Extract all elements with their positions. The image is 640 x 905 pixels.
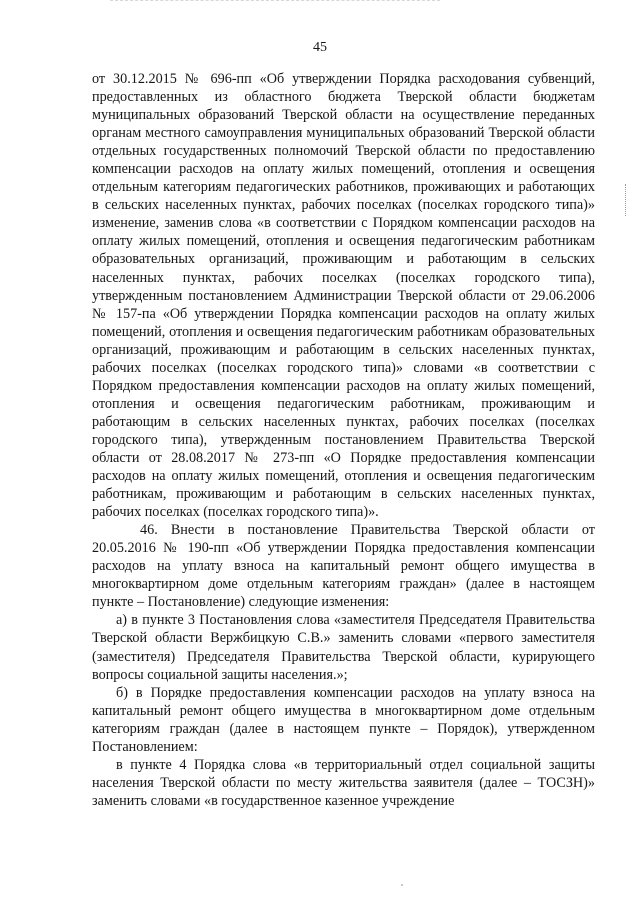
paragraph-subitem-a: а) в пункте 3 Постановления слова «заместителя Председателя Правительства Тверской области Вержбицкую С.В.» заменить словами «первого заместителя (заместителя) Председателя Правительства Тверской области, курирующего вопросы социальной защиты населения.»; bbox=[92, 612, 595, 683]
scan-artifact-speck bbox=[401, 884, 403, 886]
document-body bbox=[92, 70, 595, 810]
paragraph-continuation: от 30.12.2015 № 696-пп «Об утверждении Порядка расходования субвенций, предоставленных из областного бюджета Тверской области бюджетам муниципальных образований Тверской области на осуществление переданных органам местного самоуправления муниципальных образований Тверской области отдельных государственных полномочий Тверской области по предоставлению компенсации расходов на оплату жилых помещений, отопления и освещения отдельным категориям педагогических работников, проживающих и работающих в сельских населенных пунктах, рабочих поселках (поселках городского типа)» изменение, заменив слова «в соответствии с Порядком компенсации расходов на оплату жилых помещений, отопления и освещения педагогическим работникам образовательных организаций, проживающим и работающим в сельских населенных пунктах, рабочих поселках (поселках городского типа), утвержденным постановлением Администрации Тверской области от 29.06.2006 № 157-па «Об утверждении Порядка компенсации расходов на оплату жилых помещений, отопления и освещения педагогическим работникам образовательных организаций, проживающим и работающим в сельских населенных пунктах, рабочих поселках (поселках городского типа)» словами «в соответствии с Порядком предоставления компенсации расходов на оплату жилых помещений, отопления и освещения педагогическим работникам, проживающим и работающим в сельских населенных пунктах, рабочих поселках (поселках городского типа), утвержденным постановлением Правительства Тверской области от 28.08.2017 № 273-пп «О Порядке предоставления компенсации расходов на оплату жилых помещений, отопления и освещения педагогическим работникам, проживающим и работающим в сельских населенных пунктах, рабочих поселках (поселках городского типа)». bbox=[92, 71, 595, 521]
paragraph-item-46: 46. Внести в постановление Правительства Тверской области от 20.05.2016 № 190-пп «Об утверждении Порядка предоставления компенсации расходов на уплату взноса на капитальный ремонт общего имущества в многоквартирном доме отдельным категориям граждан» (далее в настоящем пункте – Постановление) следующие изменения: bbox=[92, 522, 595, 611]
scan-artifact-top bbox=[110, 0, 440, 7]
scan-artifact-margin bbox=[625, 184, 628, 216]
page-number: 45 bbox=[313, 40, 327, 55]
paragraph-clause-4: в пункте 4 Порядка слова «в территориальный отдел социальной защиты населения Тверской области по месту жительства заявителя (далее – ТОСЗН)» заменить словами «в государственное казенное учреждение bbox=[92, 756, 595, 809]
paragraph-subitem-b: б) в Порядке предоставления компенсации расходов на уплату взноса на капитальный ремонт общего имущества в многоквартирном доме отдельным категориям граждан (далее в настоящем пункте – Порядок), утвержденном Постановлением: bbox=[92, 684, 595, 755]
